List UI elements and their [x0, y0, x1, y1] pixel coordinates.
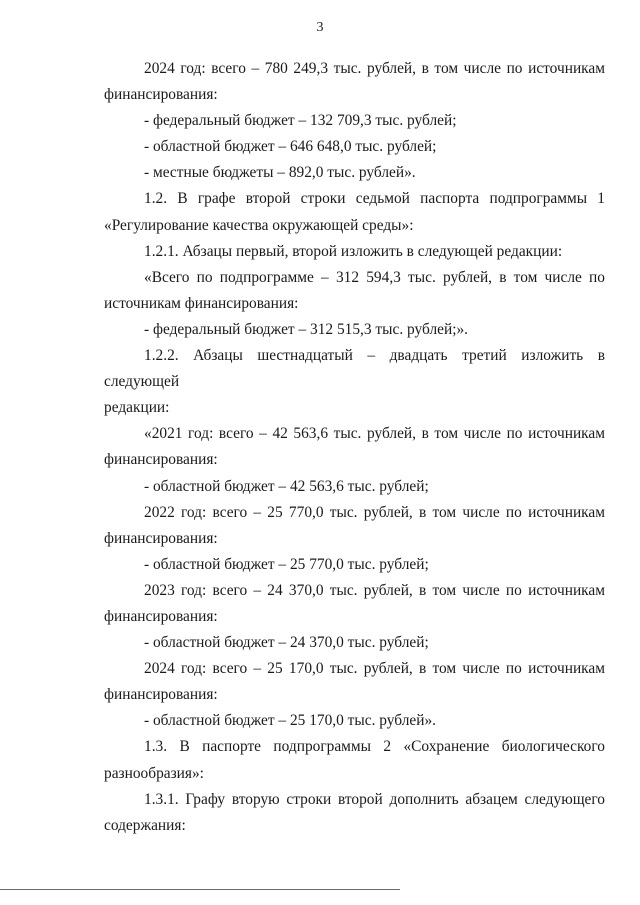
paragraph-line: «Всего по подпрограмме – 312 594,3 тыс. рублей, в том числе по — [144, 268, 605, 286]
page-number: 3 — [316, 20, 324, 35]
paragraph-line: - местные бюджеты – 892,0 тыс. рублей». — [144, 164, 416, 182]
paragraph-line: 2024 год: всего – 780 249,3 тыс. рублей, в том числе по источникам — [144, 60, 605, 77]
paragraph-line: финансирования: — [104, 607, 218, 625]
paragraph-line: - федеральный бюджет – 132 709,3 тыс. рублей; — [144, 112, 457, 130]
paragraph-line: 1.3.1. Графу вторую строки второй дополнить абзацем следующего — [144, 790, 605, 808]
paragraph-line: «Регулирование качества окружающей среды»: — [104, 216, 414, 234]
paragraph-line: - областной бюджет – 24 370,0 тыс. рублей; — [144, 634, 429, 652]
document-body — [104, 56, 605, 839]
paragraph-line: финансирования: — [104, 451, 218, 469]
paragraph-line: финансирования: — [104, 86, 218, 104]
paragraph-line: редакции: — [104, 399, 170, 417]
paragraph-line: 2022 год: всего – 25 770,0 тыс. рублей, в том числе по источникам — [144, 503, 605, 521]
paragraph-line: 1.2.2. Абзацы шестнадцатый – двадцать третий изложить в следующей — [104, 347, 605, 391]
paragraph-line: содержания: — [104, 816, 186, 834]
paragraph-line: - областной бюджет – 25 770,0 тыс. рублей; — [144, 555, 429, 573]
paragraph-line: 2023 год: всего – 24 370,0 тыс. рублей, в том числе по источникам — [144, 581, 605, 599]
paragraph-line: разнообразия»: — [104, 764, 204, 782]
paragraph-line: финансирования: — [104, 529, 218, 547]
paragraph-line: 1.2. В графе второй строки седьмой паспорта подпрограммы 1 — [144, 190, 605, 208]
paragraph-line: - областной бюджет – 42 563,6 тыс. рублей; — [144, 477, 429, 495]
paragraph-line: финансирования: — [104, 686, 218, 704]
paragraph-line: «2021 год: всего – 42 563,6 тыс. рублей, в том числе по источникам — [144, 425, 605, 443]
paragraph-line: 1.3. В паспорте подпрограммы 2 «Сохранение биологического — [144, 738, 605, 756]
footer-rule — [0, 889, 400, 890]
paragraph-line: - областной бюджет – 646 648,0 тыс. рублей; — [144, 138, 437, 156]
paragraph-line: источникам финансирования: — [104, 294, 299, 312]
paragraph-line: 2024 год: всего – 25 170,0 тыс. рублей, в том числе по источникам — [144, 660, 605, 678]
paragraph-line: - областной бюджет – 25 170,0 тыс. рублей». — [144, 712, 436, 730]
paragraph-line: - федеральный бюджет – 312 515,3 тыс. рублей;». — [144, 320, 469, 338]
paragraph-line: 1.2.1. Абзацы первый, второй изложить в следующей редакции: — [144, 242, 563, 260]
